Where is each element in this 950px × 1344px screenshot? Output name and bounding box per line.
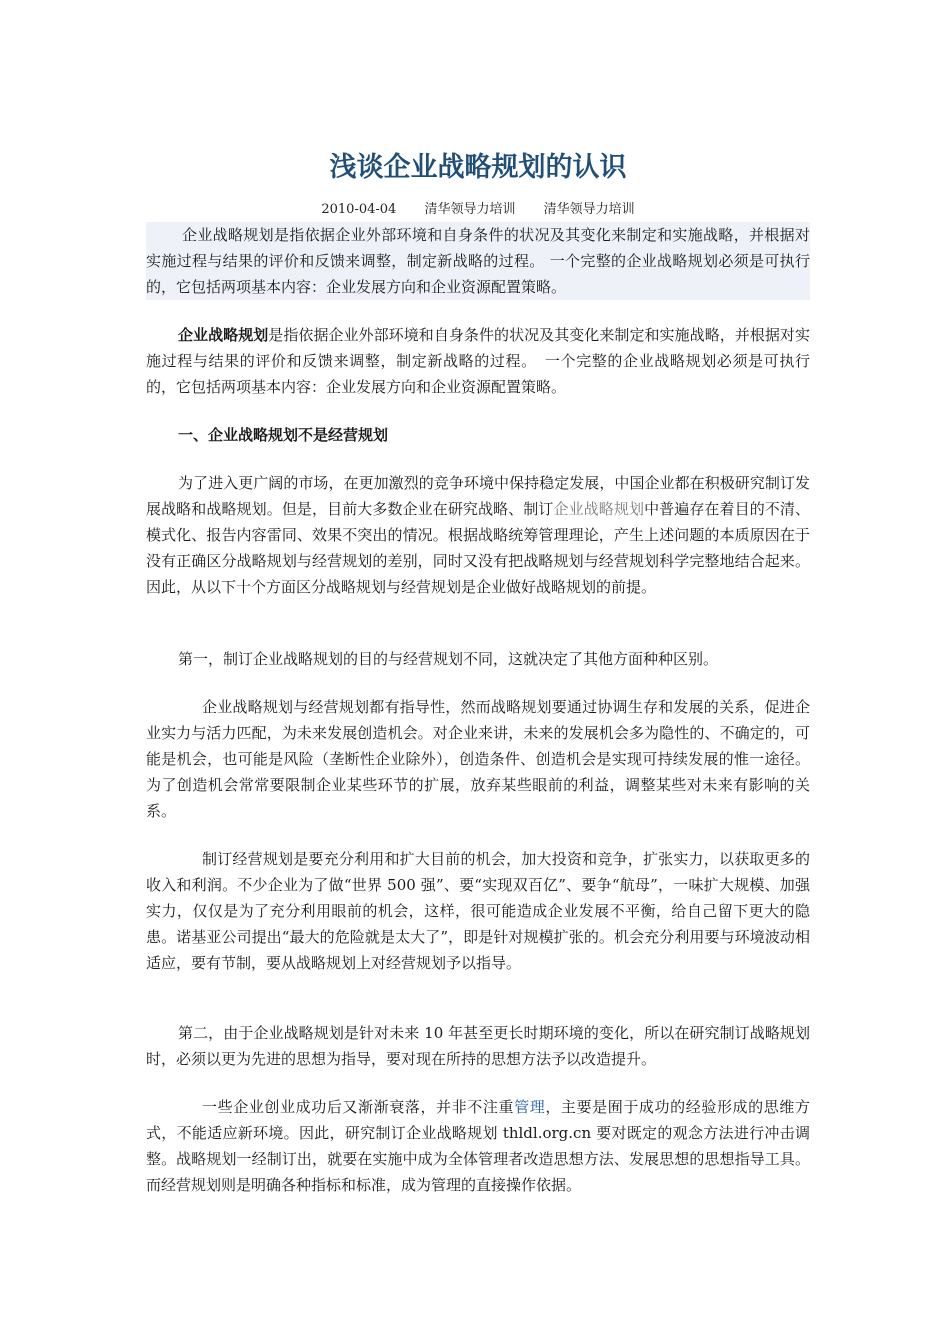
section-heading-1: 一、企业战略规划不是经营规划 bbox=[178, 426, 389, 444]
summary-box: 企业战略规划是指依据企业外部环境和自身条件的状况及其变化来制定和实施战略，并根据对实施过程与结果的评价和反馈来调整，制定新战略的过程。 一个完整的企业战略规划必须是可执行的，它包括两项基本内容：企业发展方向和企业资源配置策略。 bbox=[146, 222, 810, 300]
paragraph-definition bbox=[146, 322, 810, 400]
strategy-planning-link[interactable]: 企业战略规划 bbox=[553, 500, 645, 518]
thinking-text-a: 一些企业创业成功后又渐渐衰落，并非不注重 bbox=[202, 1098, 515, 1116]
term-bold: 企业战略规划 bbox=[178, 326, 269, 344]
paragraph-second-point: 第二，由于企业战略规划是针对未来 10 年甚至更长时期环境的变化，所以在研究制订战略规划时，必须以更为先进的思想为指导，要对现在所持的思想方法予以改造提升。 bbox=[146, 1024, 810, 1068]
intro-text-a: 为了进入更广阔的市场，在更加激烈的竞争环境中保持稳定发展，中国企业都在积极研究制订发展战略和战略规划。但是，目前大多数企业在研究战略、制订 bbox=[146, 474, 810, 518]
article-meta bbox=[146, 200, 810, 220]
thinking-text-b: ，主要是囿于成功的经验形成的思维方式，不能适应新环境。因此，研究制订企业战略规划 thldl.org.cn 要对既定的观念方法进行冲击调整。战略规划一经制订出，就要在实施中成为全体管理者改造思想方法、发展思想的思想指导工具。而经营规划则是明确各种指标和标准，成为管理的直接操作依据。 bbox=[146, 1098, 810, 1194]
publish-date: 2010-04-04 bbox=[321, 202, 397, 217]
paragraph-strategy-guidance: 企业战略规划与经营规划都有指导性，然而战略规划要通过协调生存和发展的关系，促进企业实力与活力匹配，为未来发展创造机会。对企业来讲，未来的发展机会多为隐性的、不确定的，可能是机会，也可能是风险（垄断性企业除外），创造条件、创造机会是实现可持续发展的惟一途径。为了创造机会常常要限制企业某些环节的扩展，放弃某些眼前的利益，调整某些对未来有影响的关系。 bbox=[146, 698, 810, 820]
paragraph-thinking bbox=[146, 1094, 810, 1198]
paragraph-first-point: 第一，制订企业战略规划的目的与经营规划不同，这就决定了其他方面种种区别。 bbox=[178, 650, 719, 668]
definition-text: 是指依据企业外部环境和自身条件的状况及其变化来制定和实施战略，并根据对实施过程与结果的评价和反馈来调整，制定新战略的过程。 一个完整的企业战略规划必须是可执行的，它包括两项基本内容：企业发展方向和企业资源配置策略。 bbox=[146, 326, 810, 396]
management-link[interactable]: 管理 bbox=[514, 1098, 546, 1116]
paragraph-business-planning: 制订经营规划是要充分利用和扩大目前的机会，加大投资和竞争，扩张实力，以获取更多的收入和利润。不少企业为了做“世界 500 强”、要“实现双百亿”、要争“航母”，一味扩大规模、加强实力，仅仅是为了充分利用眼前的机会，这样，很可能造成企业发展不平衡，给自己留下更大的隐患。诺基亚公司提出“最大的危险就是太大了”，即是针对规模扩张的。机会充分利用要与环境波动相适应，要有节制，要从战略规划上对经营规划予以指导。 bbox=[146, 850, 810, 972]
author-label: 清华领导力培训 bbox=[543, 202, 635, 217]
source-label: 清华领导力培训 bbox=[424, 202, 516, 217]
article-title: 浅谈企业战略规划的认识 bbox=[329, 152, 627, 183]
intro-text-b: 中普遍存在着目的不清、模式化、报告内容雷同、效果不突出的情况。根据战略统筹管理理论，产生上述问题的本质原因在于没有正确区分战略规划与经营规划的差别，同时又没有把战略规划与经营规划科学完整地结合起来。因此，从以下十个方面区分战略规划与经营规划是企业做好战略规划的前提。 bbox=[146, 500, 810, 596]
paragraph-intro bbox=[146, 470, 810, 600]
